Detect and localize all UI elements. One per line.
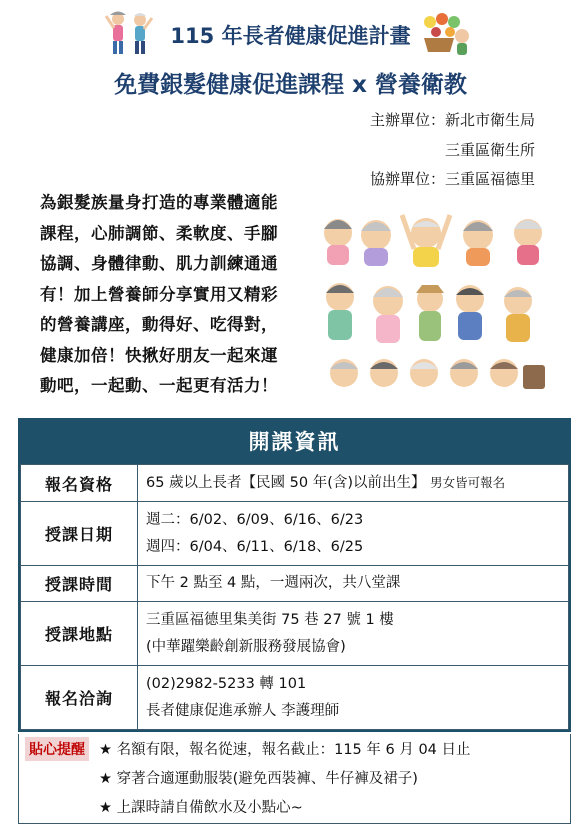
reminder-item: ★ 穿著合適運動服裝(避免西裝褲、牛仔褲及裙子) [99, 771, 418, 787]
table-row [21, 465, 569, 502]
intro-line: 課程，心肺調節、柔軟度、手腳 [40, 223, 278, 243]
seniors-exercise-illustration [318, 205, 550, 397]
host-label: 主辦單位： [369, 111, 445, 129]
course-info-section [18, 418, 571, 732]
location-label: 授課地點 [21, 602, 138, 666]
course-info-heading: 開課資訊 [20, 420, 569, 464]
contact-person: 長者健康促進承辦人 李護理師 [146, 702, 340, 719]
contact-label: 報名洽詢 [21, 666, 138, 730]
intro-paragraph [40, 188, 302, 402]
co-organizer [370, 168, 535, 189]
time-label: 授課時間 [21, 566, 138, 602]
intro-line: 健康加倍！快揪好朋友一起來運 [40, 345, 278, 365]
host-organizer-1 [370, 109, 535, 130]
dates-thursday: 週四：6/04、6/11、6/18、6/25 [146, 538, 364, 555]
reminder-item: ★ 上課時請自備飲水及小點心~ [99, 800, 303, 816]
table-row [21, 602, 569, 666]
reminders-section [18, 734, 571, 824]
dates-label: 授課日期 [21, 502, 138, 566]
intro-line: 的營養講座，動得好、吃得對， [40, 315, 278, 334]
location-address: 三重區福德里集美街 75 巷 27 號 1 樓 [146, 611, 394, 628]
intro-line: 動吧，一起動、一起更有活力！ [40, 376, 278, 395]
dates-value [138, 502, 569, 566]
intro-line: 為銀髮族量身打造的專業體適能 [40, 193, 278, 212]
page-title: 115 年長者健康促進計畫 [170, 24, 411, 48]
host-name-1: 新北市衛生局 [444, 111, 535, 129]
page-subtitle: 免費銀髮健康促進課程 x 營養衛教 [114, 72, 467, 98]
co-label: 協辦單位： [369, 170, 445, 188]
reminders-label: 貼心提醒 [25, 737, 89, 761]
host-name-2: 三重區衛生所 [444, 141, 535, 159]
eligibility-value [138, 465, 569, 502]
table-row [21, 502, 569, 566]
eligibility-label: 報名資格 [21, 465, 138, 502]
course-info-table [20, 464, 569, 730]
table-row [21, 666, 569, 730]
eligibility-main: 65 歲以上長者【民國 50 年(含)以前出生】 [146, 475, 426, 491]
contact-phone: (02)2982-5233 轉 101 [146, 675, 307, 692]
co-name: 三重區福德里 [444, 170, 535, 188]
dates-tuesday: 週二：6/02、6/09、6/16、6/23 [146, 511, 364, 528]
table-row [21, 566, 569, 602]
intro-line: 協調、身體律動、肌力訓練通通 [40, 254, 278, 273]
reminder-item: ★ 名額有限，報名從速，報名截止：115 年 6 月 04 日止 [99, 742, 471, 758]
host-organizer-2 [445, 139, 535, 160]
location-venue: (中華躍樂齡創新服務發展協會) [146, 638, 346, 655]
contact-value [138, 666, 569, 730]
time-value: 下午 2 點至 4 點，一週兩次，共八堂課 [138, 566, 569, 602]
intro-line: 有！加上營養師分享實用又精彩 [40, 284, 278, 304]
eligibility-note: 男女皆可報名 [430, 475, 506, 490]
location-value [138, 602, 569, 666]
